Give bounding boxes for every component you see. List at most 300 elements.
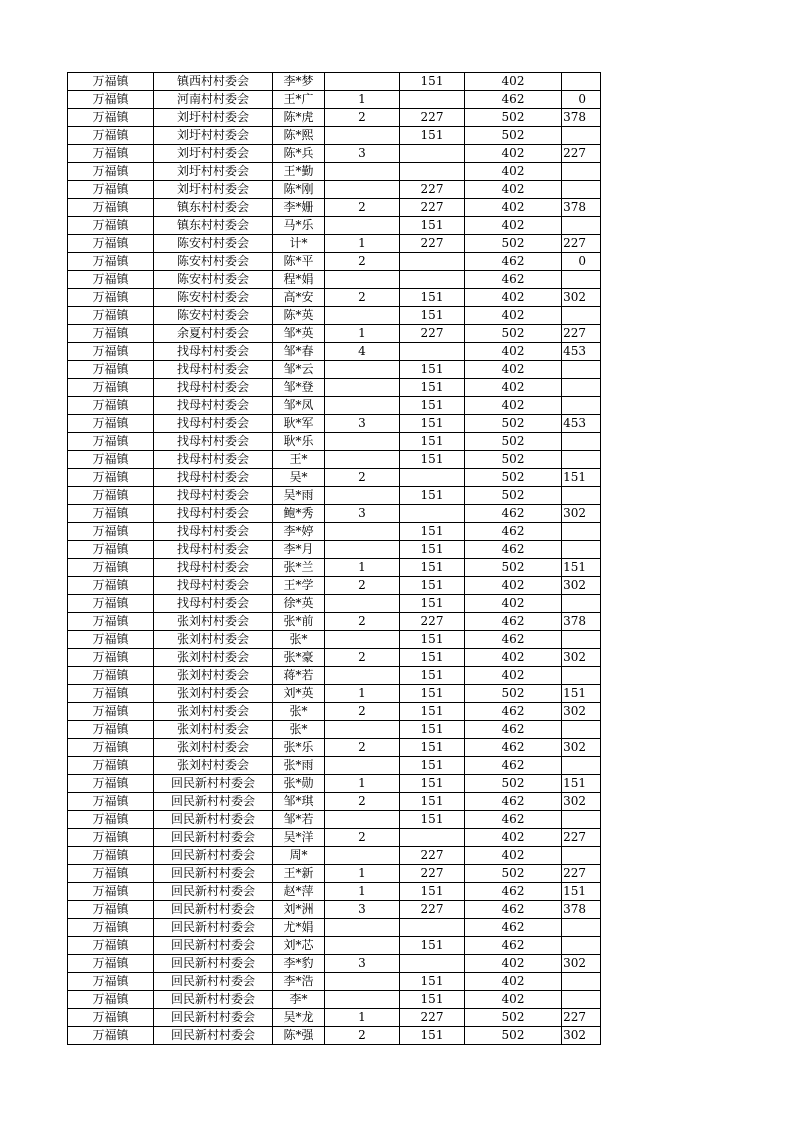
name-cell: 王*勤: [273, 163, 325, 181]
count-cell: [325, 757, 400, 775]
village-cell: 河南村村委会: [154, 91, 273, 109]
amount-c-cell: 227: [562, 325, 601, 343]
amount-a-cell: 151: [400, 685, 465, 703]
town-cell: 万福镇: [68, 253, 154, 271]
name-cell: 邹*琪: [273, 793, 325, 811]
village-cell: 张刘村村委会: [154, 703, 273, 721]
amount-c-cell: [562, 487, 601, 505]
amount-a-cell: 227: [400, 613, 465, 631]
table-row: [68, 577, 601, 595]
table-row: [68, 829, 601, 847]
amount-c-cell: 0: [562, 253, 601, 271]
village-cell: 刘圩村村委会: [154, 181, 273, 199]
village-cell: 找母村村委会: [154, 415, 273, 433]
amount-c-cell: [562, 847, 601, 865]
amount-b-cell: 462: [465, 271, 562, 289]
count-cell: 1: [325, 91, 400, 109]
amount-a-cell: 151: [400, 289, 465, 307]
amount-b-cell: 402: [465, 397, 562, 415]
count-cell: [325, 163, 400, 181]
table-row: [68, 469, 601, 487]
count-cell: 1: [325, 325, 400, 343]
table-row: [68, 685, 601, 703]
amount-a-cell: [400, 955, 465, 973]
amount-b-cell: 502: [465, 1027, 562, 1045]
town-cell: 万福镇: [68, 685, 154, 703]
name-cell: 张*: [273, 631, 325, 649]
village-cell: 陈安村村委会: [154, 289, 273, 307]
name-cell: 张*: [273, 703, 325, 721]
village-cell: 回民新村村委会: [154, 847, 273, 865]
table-row: [68, 937, 601, 955]
amount-a-cell: [400, 469, 465, 487]
amount-b-cell: 462: [465, 613, 562, 631]
amount-b-cell: 462: [465, 883, 562, 901]
table-row: [68, 181, 601, 199]
table-body: [68, 73, 601, 1045]
village-cell: 找母村村委会: [154, 343, 273, 361]
count-cell: [325, 721, 400, 739]
town-cell: 万福镇: [68, 955, 154, 973]
amount-b-cell: 502: [465, 325, 562, 343]
town-cell: 万福镇: [68, 865, 154, 883]
town-cell: 万福镇: [68, 1009, 154, 1027]
amount-c-cell: 0: [562, 91, 601, 109]
count-cell: [325, 847, 400, 865]
amount-b-cell: 402: [465, 955, 562, 973]
table-row: [68, 235, 601, 253]
count-cell: [325, 631, 400, 649]
amount-c-cell: [562, 541, 601, 559]
amount-a-cell: 151: [400, 703, 465, 721]
table-row: [68, 1027, 601, 1045]
count-cell: 2: [325, 703, 400, 721]
town-cell: 万福镇: [68, 289, 154, 307]
table-row: [68, 775, 601, 793]
amount-a-cell: 151: [400, 811, 465, 829]
name-cell: 陈*强: [273, 1027, 325, 1045]
amount-a-cell: 151: [400, 73, 465, 91]
table-row: [68, 361, 601, 379]
village-cell: 找母村村委会: [154, 379, 273, 397]
town-cell: 万福镇: [68, 343, 154, 361]
amount-b-cell: 462: [465, 91, 562, 109]
name-cell: 陈*兵: [273, 145, 325, 163]
amount-b-cell: 502: [465, 469, 562, 487]
amount-c-cell: 302: [562, 649, 601, 667]
amount-b-cell: 462: [465, 721, 562, 739]
village-cell: 张刘村村委会: [154, 757, 273, 775]
count-cell: 1: [325, 235, 400, 253]
amount-c-cell: [562, 361, 601, 379]
village-cell: 陈安村村委会: [154, 253, 273, 271]
count-cell: 3: [325, 145, 400, 163]
name-cell: 邹*云: [273, 361, 325, 379]
village-cell: 余夏村村委会: [154, 325, 273, 343]
amount-b-cell: 462: [465, 757, 562, 775]
table-row: [68, 883, 601, 901]
village-cell: 张刘村村委会: [154, 739, 273, 757]
count-cell: 2: [325, 739, 400, 757]
name-cell: 刘*洲: [273, 901, 325, 919]
village-cell: 找母村村委会: [154, 451, 273, 469]
amount-b-cell: 402: [465, 343, 562, 361]
amount-a-cell: [400, 163, 465, 181]
table-row: [68, 739, 601, 757]
name-cell: 李*: [273, 991, 325, 1009]
table-row: [68, 109, 601, 127]
town-cell: 万福镇: [68, 757, 154, 775]
amount-c-cell: 378: [562, 613, 601, 631]
town-cell: 万福镇: [68, 577, 154, 595]
town-cell: 万福镇: [68, 109, 154, 127]
count-cell: 2: [325, 613, 400, 631]
count-cell: [325, 523, 400, 541]
village-cell: 刘圩村村委会: [154, 127, 273, 145]
table-row: [68, 379, 601, 397]
amount-a-cell: 151: [400, 1027, 465, 1045]
name-cell: 邹*春: [273, 343, 325, 361]
amount-c-cell: 227: [562, 145, 601, 163]
town-cell: 万福镇: [68, 649, 154, 667]
count-cell: [325, 541, 400, 559]
amount-c-cell: [562, 181, 601, 199]
village-cell: 找母村村委会: [154, 469, 273, 487]
amount-b-cell: 402: [465, 217, 562, 235]
table-row: [68, 865, 601, 883]
name-cell: 张*前: [273, 613, 325, 631]
amount-b-cell: 502: [465, 685, 562, 703]
amount-c-cell: [562, 919, 601, 937]
amount-c-cell: 302: [562, 289, 601, 307]
amount-a-cell: 227: [400, 109, 465, 127]
table-row: [68, 91, 601, 109]
amount-a-cell: 151: [400, 937, 465, 955]
name-cell: 耿*军: [273, 415, 325, 433]
name-cell: 王*学: [273, 577, 325, 595]
amount-a-cell: 151: [400, 307, 465, 325]
village-cell: 刘圩村村委会: [154, 109, 273, 127]
village-cell: 回民新村村委会: [154, 937, 273, 955]
count-cell: [325, 433, 400, 451]
amount-a-cell: [400, 505, 465, 523]
table-row: [68, 289, 601, 307]
town-cell: 万福镇: [68, 613, 154, 631]
town-cell: 万福镇: [68, 847, 154, 865]
name-cell: 李*月: [273, 541, 325, 559]
amount-b-cell: 462: [465, 919, 562, 937]
amount-b-cell: 402: [465, 649, 562, 667]
town-cell: 万福镇: [68, 307, 154, 325]
count-cell: [325, 973, 400, 991]
amount-c-cell: [562, 757, 601, 775]
village-cell: 张刘村村委会: [154, 613, 273, 631]
name-cell: 李*豹: [273, 955, 325, 973]
table-row: [68, 1009, 601, 1027]
town-cell: 万福镇: [68, 325, 154, 343]
name-cell: 徐*英: [273, 595, 325, 613]
name-cell: 张*兰: [273, 559, 325, 577]
table-row: [68, 919, 601, 937]
town-cell: 万福镇: [68, 217, 154, 235]
count-cell: 3: [325, 415, 400, 433]
amount-b-cell: 502: [465, 559, 562, 577]
amount-b-cell: 402: [465, 361, 562, 379]
amount-a-cell: 151: [400, 487, 465, 505]
count-cell: [325, 451, 400, 469]
amount-a-cell: 151: [400, 433, 465, 451]
name-cell: 刘*英: [273, 685, 325, 703]
town-cell: 万福镇: [68, 91, 154, 109]
amount-b-cell: 402: [465, 829, 562, 847]
table-row: [68, 343, 601, 361]
town-cell: 万福镇: [68, 703, 154, 721]
amount-a-cell: 227: [400, 847, 465, 865]
town-cell: 万福镇: [68, 271, 154, 289]
village-cell: 回民新村村委会: [154, 865, 273, 883]
amount-a-cell: 151: [400, 883, 465, 901]
amount-c-cell: 151: [562, 883, 601, 901]
amount-b-cell: 402: [465, 973, 562, 991]
name-cell: 王*新: [273, 865, 325, 883]
town-cell: 万福镇: [68, 73, 154, 91]
table-row: [68, 613, 601, 631]
amount-a-cell: 151: [400, 595, 465, 613]
town-cell: 万福镇: [68, 235, 154, 253]
table-row: [68, 415, 601, 433]
count-cell: 2: [325, 109, 400, 127]
table-row: [68, 595, 601, 613]
amount-b-cell: 462: [465, 793, 562, 811]
amount-b-cell: 402: [465, 289, 562, 307]
village-cell: 回民新村村委会: [154, 829, 273, 847]
amount-a-cell: 151: [400, 541, 465, 559]
table-row: [68, 397, 601, 415]
count-cell: 2: [325, 199, 400, 217]
count-cell: 1: [325, 1009, 400, 1027]
amount-a-cell: 151: [400, 649, 465, 667]
town-cell: 万福镇: [68, 721, 154, 739]
amount-b-cell: 402: [465, 667, 562, 685]
table-row: [68, 667, 601, 685]
amount-c-cell: [562, 721, 601, 739]
amount-c-cell: 302: [562, 955, 601, 973]
amount-c-cell: 151: [562, 469, 601, 487]
town-cell: 万福镇: [68, 181, 154, 199]
count-cell: 1: [325, 883, 400, 901]
village-cell: 找母村村委会: [154, 523, 273, 541]
count-cell: [325, 811, 400, 829]
name-cell: 王*: [273, 451, 325, 469]
name-cell: 邹*若: [273, 811, 325, 829]
town-cell: 万福镇: [68, 829, 154, 847]
name-cell: 邹*登: [273, 379, 325, 397]
name-cell: 邹*凤: [273, 397, 325, 415]
name-cell: 张*: [273, 721, 325, 739]
town-cell: 万福镇: [68, 487, 154, 505]
table-row: [68, 199, 601, 217]
amount-b-cell: 402: [465, 991, 562, 1009]
amount-a-cell: 151: [400, 775, 465, 793]
amount-c-cell: [562, 811, 601, 829]
amount-c-cell: [562, 973, 601, 991]
table-row: [68, 631, 601, 649]
amount-c-cell: [562, 523, 601, 541]
village-cell: 镇东村村委会: [154, 217, 273, 235]
amount-c-cell: [562, 631, 601, 649]
amount-b-cell: 502: [465, 1009, 562, 1027]
amount-c-cell: 227: [562, 235, 601, 253]
amount-c-cell: 302: [562, 703, 601, 721]
town-cell: 万福镇: [68, 559, 154, 577]
village-cell: 回民新村村委会: [154, 901, 273, 919]
amount-c-cell: 227: [562, 865, 601, 883]
village-cell: 回民新村村委会: [154, 775, 273, 793]
town-cell: 万福镇: [68, 415, 154, 433]
count-cell: [325, 937, 400, 955]
count-cell: 1: [325, 685, 400, 703]
name-cell: 刘*芯: [273, 937, 325, 955]
table-row: [68, 559, 601, 577]
amount-c-cell: [562, 397, 601, 415]
amount-a-cell: 151: [400, 415, 465, 433]
village-cell: 回民新村村委会: [154, 991, 273, 1009]
count-cell: 1: [325, 559, 400, 577]
town-cell: 万福镇: [68, 541, 154, 559]
count-cell: 2: [325, 829, 400, 847]
town-cell: 万福镇: [68, 361, 154, 379]
amount-b-cell: 462: [465, 523, 562, 541]
town-cell: 万福镇: [68, 523, 154, 541]
name-cell: 张*雨: [273, 757, 325, 775]
name-cell: 计*: [273, 235, 325, 253]
town-cell: 万福镇: [68, 505, 154, 523]
name-cell: 赵*萍: [273, 883, 325, 901]
count-cell: [325, 271, 400, 289]
name-cell: 吴*雨: [273, 487, 325, 505]
count-cell: 2: [325, 253, 400, 271]
town-cell: 万福镇: [68, 973, 154, 991]
amount-c-cell: [562, 163, 601, 181]
table-row: [68, 991, 601, 1009]
table-row: [68, 541, 601, 559]
village-cell: 镇东村村委会: [154, 199, 273, 217]
amount-a-cell: [400, 271, 465, 289]
town-cell: 万福镇: [68, 631, 154, 649]
village-cell: 镇西村村委会: [154, 73, 273, 91]
village-cell: 找母村村委会: [154, 433, 273, 451]
village-cell: 刘圩村村委会: [154, 163, 273, 181]
town-cell: 万福镇: [68, 811, 154, 829]
village-cell: 找母村村委会: [154, 595, 273, 613]
amount-b-cell: 402: [465, 307, 562, 325]
village-cell: 陈安村村委会: [154, 271, 273, 289]
count-cell: [325, 397, 400, 415]
name-cell: 周*: [273, 847, 325, 865]
name-cell: 耿*乐: [273, 433, 325, 451]
village-cell: 找母村村委会: [154, 541, 273, 559]
table-row: [68, 955, 601, 973]
town-cell: 万福镇: [68, 883, 154, 901]
village-cell: 回民新村村委会: [154, 955, 273, 973]
amount-b-cell: 462: [465, 901, 562, 919]
amount-c-cell: 453: [562, 343, 601, 361]
table-row: [68, 757, 601, 775]
table-row: [68, 73, 601, 91]
name-cell: 陈*刚: [273, 181, 325, 199]
amount-c-cell: 151: [562, 685, 601, 703]
table-row: [68, 217, 601, 235]
table-row: [68, 973, 601, 991]
amount-b-cell: 402: [465, 181, 562, 199]
name-cell: 陈*英: [273, 307, 325, 325]
count-cell: [325, 127, 400, 145]
amount-b-cell: 402: [465, 379, 562, 397]
name-cell: 鲍*秀: [273, 505, 325, 523]
village-cell: 张刘村村委会: [154, 721, 273, 739]
town-cell: 万福镇: [68, 451, 154, 469]
count-cell: [325, 73, 400, 91]
table-row: [68, 253, 601, 271]
count-cell: 3: [325, 505, 400, 523]
amount-c-cell: [562, 217, 601, 235]
village-cell: 张刘村村委会: [154, 685, 273, 703]
village-cell: 陈安村村委会: [154, 307, 273, 325]
count-cell: [325, 181, 400, 199]
count-cell: 3: [325, 955, 400, 973]
amount-b-cell: 502: [465, 451, 562, 469]
name-cell: 陈*平: [273, 253, 325, 271]
village-cell: 回民新村村委会: [154, 793, 273, 811]
count-cell: [325, 667, 400, 685]
count-cell: 1: [325, 865, 400, 883]
amount-c-cell: 378: [562, 199, 601, 217]
village-cell: 回民新村村委会: [154, 1027, 273, 1045]
count-cell: [325, 379, 400, 397]
amount-c-cell: 453: [562, 415, 601, 433]
name-cell: 吴*: [273, 469, 325, 487]
count-cell: 2: [325, 793, 400, 811]
amount-b-cell: 462: [465, 703, 562, 721]
amount-b-cell: 462: [465, 811, 562, 829]
amount-a-cell: 227: [400, 235, 465, 253]
amount-b-cell: 502: [465, 415, 562, 433]
town-cell: 万福镇: [68, 127, 154, 145]
amount-c-cell: 302: [562, 577, 601, 595]
table-row: [68, 901, 601, 919]
amount-b-cell: 502: [465, 109, 562, 127]
data-table: [67, 72, 601, 1045]
amount-c-cell: 302: [562, 505, 601, 523]
amount-c-cell: [562, 271, 601, 289]
amount-a-cell: 151: [400, 523, 465, 541]
amount-a-cell: 151: [400, 793, 465, 811]
town-cell: 万福镇: [68, 433, 154, 451]
town-cell: 万福镇: [68, 901, 154, 919]
count-cell: 2: [325, 1027, 400, 1045]
amount-a-cell: 151: [400, 559, 465, 577]
table-row: [68, 811, 601, 829]
table-row: [68, 703, 601, 721]
table-row: [68, 271, 601, 289]
amount-a-cell: 227: [400, 181, 465, 199]
village-cell: 张刘村村委会: [154, 649, 273, 667]
amount-c-cell: [562, 73, 601, 91]
name-cell: 吴*龙: [273, 1009, 325, 1027]
count-cell: 2: [325, 649, 400, 667]
village-cell: 找母村村委会: [154, 505, 273, 523]
town-cell: 万福镇: [68, 379, 154, 397]
